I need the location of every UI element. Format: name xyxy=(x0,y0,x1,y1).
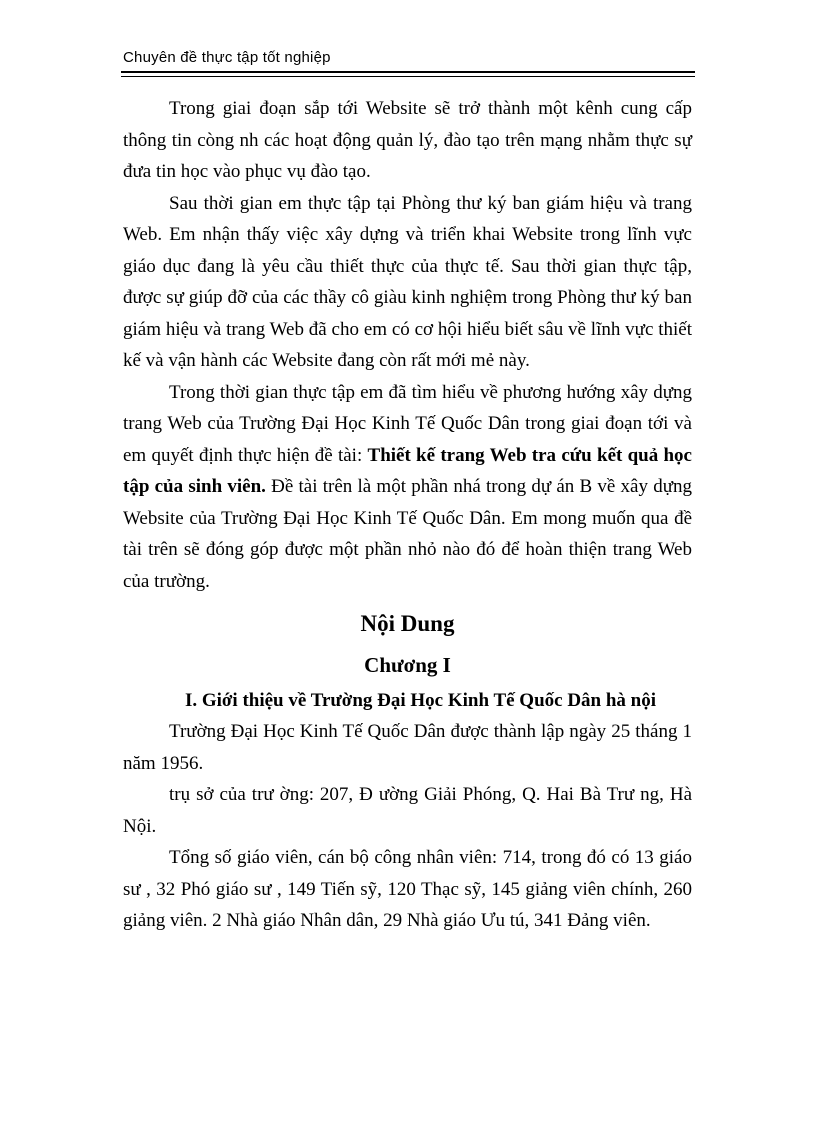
thesis-topic-bold: Thiết kế trang Web tra cứu kết quả học tập của sinh viên. xyxy=(123,444,692,497)
section-heading: Nội Dung xyxy=(360,611,455,636)
document-body xyxy=(123,93,692,937)
subsection-heading: I. Giới thiệu về Trường Đại Học Kinh Tế Quốc Dân hà nội xyxy=(184,690,657,711)
paragraph-2: Sau thời gian em thực tập tại Phòng thư ký ban giám hiệu và trang Web. Em nhận thấy việc xây dựng và triển khai Website trong lĩnh vực giáo dục đang là yêu cầu thiết thực của thực tế. Sau thời gian thực tập, được sự giúp đỡ của các thầy cô giàu kinh nghiệm trong Phòng thư ký ban giám hiệu và trang Web đã cho em có cơ hội hiểu biết sâu về lĩnh vực thiết kế và vận hành các Website đang còn rất mới mẻ này. xyxy=(123,192,692,371)
paragraph-5: trụ sở của trư ờng: 207, Đ ường Giải Phóng, Q. Hai Bà Trư ng, Hà Nội. xyxy=(123,784,692,837)
paragraph-3-text-end: Đề tài trên là một phần nhá trong dự án B về xây dựng Website của Trường Đại Học Kinh Tế Quốc Dân. Em mong muốn qua đề tài trên sẽ đóng góp được một phần nhỏ nào đó để hoàn thiện trang Web của trường. xyxy=(123,476,693,592)
header-rule-thick xyxy=(121,71,695,73)
paragraph-3 xyxy=(123,377,692,598)
paragraph-3-text-start: Trong thời gian thực tập em đã tìm hiểu về phương hướng xây dựng trang Web của Trường Đại Học Kinh Tế Quốc Dân trong giai đoạn tới và em quyết định thực hiện đề tài: xyxy=(123,381,692,466)
running-header: Chuyên đề thực tập tốt nghiệp xyxy=(123,49,331,66)
chapter-heading: Chương I xyxy=(364,653,451,677)
header-rule-thin xyxy=(121,76,695,77)
paragraph-6: Tổng số giáo viên, cán bộ công nhân viên: 714, trong đó có 13 giáo sư , 32 Phó giáo sư , 149 Tiến sỹ, 120 Thạc sỹ, 145 giảng viên chính, 260 giảng viên. 2 Nhà giáo Nhân dân, 29 Nhà giáo Ưu tú, 341 Đảng viên. xyxy=(123,847,692,931)
paragraph-1: Trong giai đoạn sắp tới Website sẽ trở thành một kênh cung cấp thông tin còng nh các hoạt động quản lý, đào tạo trên mạng nhằm thực sự đưa tin học vào phục vụ đào tạo. xyxy=(123,98,692,182)
paragraph-4: Trường Đại Học Kinh Tế Quốc Dân được thành lập ngày 25 tháng 1 năm 1956. xyxy=(123,721,692,774)
